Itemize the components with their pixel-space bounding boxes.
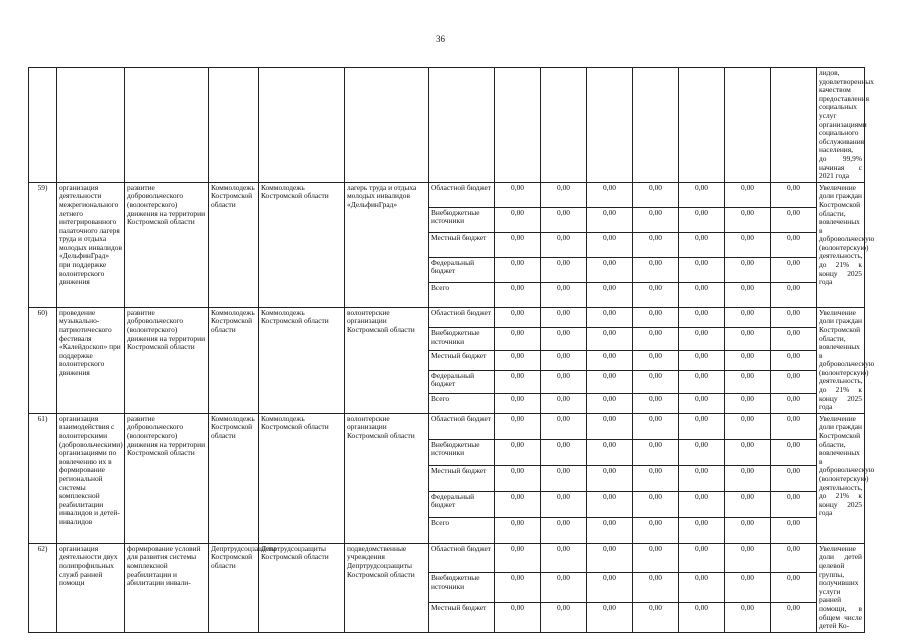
amount-cell: 0,00 bbox=[541, 393, 587, 413]
amount-cell: 0,00 bbox=[633, 350, 679, 370]
participants-cell: волонтерские организации Костромской области bbox=[345, 307, 429, 413]
amount-cell: 0,00 bbox=[725, 257, 771, 282]
amount-cell: 0,00 bbox=[633, 413, 679, 439]
funding-source-cell: Местный бюджет bbox=[429, 232, 495, 257]
amount-cell: 0,00 bbox=[541, 543, 587, 573]
amount-cell: 0,00 bbox=[587, 307, 633, 327]
funding-source-cell: Федеральный бюджет bbox=[429, 491, 495, 517]
amount-cell: 0,00 bbox=[587, 603, 633, 633]
amount-cell: 0,00 bbox=[679, 370, 725, 393]
amount-cell: 0,00 bbox=[541, 573, 587, 603]
amount-cell: 0,00 bbox=[725, 307, 771, 327]
amount-cell: 0,00 bbox=[587, 393, 633, 413]
participants-cell: волонтерские организации Костромской области bbox=[345, 413, 429, 543]
amount-cell: 0,00 bbox=[725, 232, 771, 257]
funding-source-cell: Всего bbox=[429, 393, 495, 413]
funding-source-cell: Областной бюджет bbox=[429, 182, 495, 207]
amount-cell: 0,00 bbox=[633, 573, 679, 603]
amount-cell: 0,00 bbox=[495, 573, 541, 603]
funding-source-cell: Областной бюджет bbox=[429, 307, 495, 327]
amount-cell: 0,00 bbox=[725, 413, 771, 439]
result-cell: Увеличение доли детей целевой группы, получивших услуги ранней помощи, в общем числе детей Ко- bbox=[817, 543, 865, 632]
participants-cell: лагерь труда и отдыха молодых инвалидов «ДельфинГрад» bbox=[345, 182, 429, 307]
amount-cell: 0,00 bbox=[679, 517, 725, 543]
amount-cell: 0,00 bbox=[587, 232, 633, 257]
task-cell: формирование условий для развития системы комплексной реабилитации и абилитации инвали- bbox=[125, 543, 209, 632]
amount-cell: 0,00 bbox=[633, 465, 679, 491]
amount-cell: 0,00 bbox=[679, 232, 725, 257]
executor-cell: Коммолодежь Костромской области bbox=[209, 182, 259, 307]
amount-cell: 0,00 bbox=[771, 543, 817, 573]
executor-cell: Коммолодежь Костромской области bbox=[209, 307, 259, 413]
amount-cell: 0,00 bbox=[495, 182, 541, 207]
amount-cell: 0,00 bbox=[725, 439, 771, 465]
amount-cell: 0,00 bbox=[587, 439, 633, 465]
amount-cell: 0,00 bbox=[587, 370, 633, 393]
amount-cell: 0,00 bbox=[633, 393, 679, 413]
funding-source-cell: Местный бюджет bbox=[429, 465, 495, 491]
amount-cell: 0,00 bbox=[771, 465, 817, 491]
event-cell: организация взаимодействия с волонтерскими (добровольческими) организациями по вовлечению их в формирование региональной системы комплексной реабилитации инвалидов и детей-инвалидов bbox=[57, 413, 125, 543]
amount-cell: 0,00 bbox=[679, 182, 725, 207]
amount-cell: 0,00 bbox=[495, 517, 541, 543]
amount-cell: 0,00 bbox=[495, 327, 541, 350]
amount-cell: 0,00 bbox=[587, 543, 633, 573]
amount-cell: 0,00 bbox=[679, 393, 725, 413]
amount-cell: 0,00 bbox=[495, 603, 541, 633]
amount-cell: 0,00 bbox=[633, 491, 679, 517]
amount-cell: 0,00 bbox=[679, 207, 725, 232]
amount-cell: 0,00 bbox=[679, 573, 725, 603]
amount-cell: 0,00 bbox=[587, 207, 633, 232]
amount-cell: 0,00 bbox=[633, 543, 679, 573]
amount-cell: 0,00 bbox=[495, 439, 541, 465]
amount-cell: 0,00 bbox=[633, 603, 679, 633]
amount-cell: 0,00 bbox=[633, 257, 679, 282]
event-cell: организация деятельности межрегионального летнего интегрированного палаточного лагеря труда и отдыха молодых инвалидов «ДельфинГрад» при поддержке волонтерского движения bbox=[57, 182, 125, 307]
amount-cell: 0,00 bbox=[679, 413, 725, 439]
amount-cell: 0,00 bbox=[633, 207, 679, 232]
executor-cell: Депртрудсоцзащиты Костромской области bbox=[209, 543, 259, 632]
amount-cell: 0,00 bbox=[587, 350, 633, 370]
amount-cell: 0,00 bbox=[495, 491, 541, 517]
table-row bbox=[29, 543, 865, 573]
amount-cell: 0,00 bbox=[495, 232, 541, 257]
amount-cell: 0,00 bbox=[587, 465, 633, 491]
amount-cell: 0,00 bbox=[725, 603, 771, 633]
funding-source-cell: Федеральный бюджет bbox=[429, 257, 495, 282]
amount-cell: 0,00 bbox=[633, 307, 679, 327]
table-row bbox=[29, 413, 865, 439]
amount-cell: 0,00 bbox=[725, 370, 771, 393]
responsible-cell: Коммолодежь Костромской области bbox=[259, 307, 345, 413]
amount-cell: 0,00 bbox=[495, 257, 541, 282]
amount-cell: 0,00 bbox=[541, 439, 587, 465]
table-row bbox=[29, 307, 865, 327]
amount-cell: 0,00 bbox=[679, 543, 725, 573]
amount-cell: 0,00 bbox=[541, 232, 587, 257]
amount-cell: 0,00 bbox=[771, 573, 817, 603]
amount-cell: 0,00 bbox=[771, 232, 817, 257]
amount-cell: 0,00 bbox=[679, 491, 725, 517]
amount-cell: 0,00 bbox=[633, 370, 679, 393]
amount-cell: 0,00 bbox=[633, 182, 679, 207]
amount-cell: 0,00 bbox=[725, 573, 771, 603]
amount-cell: 0,00 bbox=[725, 491, 771, 517]
result-cell: Увеличение доли граждан Костромской области, вовлеченных в добровольческую (волонтерскую) деятельность, до 21% к концу 2025 года bbox=[817, 182, 865, 307]
amount-cell: 0,00 bbox=[725, 393, 771, 413]
amount-cell: 0,00 bbox=[633, 517, 679, 543]
amount-cell: 0,00 bbox=[541, 465, 587, 491]
row-number-cell: 62) bbox=[29, 543, 57, 632]
amount-cell: 0,00 bbox=[771, 491, 817, 517]
amount-cell: 0,00 bbox=[725, 207, 771, 232]
amount-cell: 0,00 bbox=[679, 327, 725, 350]
amount-cell: 0,00 bbox=[541, 207, 587, 232]
funding-source-cell: Всего bbox=[429, 282, 495, 307]
amount-cell: 0,00 bbox=[495, 413, 541, 439]
amount-cell: 0,00 bbox=[679, 282, 725, 307]
amount-cell: 0,00 bbox=[679, 465, 725, 491]
event-cell: проведение музыкально-патриотического фестиваля «Калейдоскоп» при поддержке волонтерского движения bbox=[57, 307, 125, 413]
amount-cell: 0,00 bbox=[771, 207, 817, 232]
amount-cell: 0,00 bbox=[541, 491, 587, 517]
funding-source-cell: Внебюджетные источники bbox=[429, 573, 495, 603]
funding-source-cell: Внебюджетные источники bbox=[429, 439, 495, 465]
funding-source-cell: Местный бюджет bbox=[429, 350, 495, 370]
amount-cell: 0,00 bbox=[725, 327, 771, 350]
result-cell: Увеличение доли граждан Костромской области, вовлеченных в добровольческую (волонтерскую) деятельность, до 21% к концу 2025 года bbox=[817, 307, 865, 413]
amount-cell: 0,00 bbox=[679, 603, 725, 633]
amount-cell: 0,00 bbox=[587, 491, 633, 517]
result-cell: Увеличение доли граждан Костромской области, вовлеченных в добровольческую (волонтерскую) деятельность, до 21% к концу 2025 года bbox=[817, 413, 865, 543]
funding-source-cell: Внебюджетные источники bbox=[429, 327, 495, 350]
amount-cell: 0,00 bbox=[771, 517, 817, 543]
amount-cell: 0,00 bbox=[725, 465, 771, 491]
amount-cell: 0,00 bbox=[495, 350, 541, 370]
amount-cell: 0,00 bbox=[679, 257, 725, 282]
funding-source-cell: Областной бюджет bbox=[429, 413, 495, 439]
amount-cell: 0,00 bbox=[771, 370, 817, 393]
amount-cell: 0,00 bbox=[771, 182, 817, 207]
continuation-row bbox=[29, 68, 865, 183]
amount-cell: 0,00 bbox=[587, 327, 633, 350]
amount-cell: 0,00 bbox=[541, 282, 587, 307]
amount-cell: 0,00 bbox=[633, 232, 679, 257]
amount-cell: 0,00 bbox=[725, 350, 771, 370]
event-cell: организация деятельности двух полипрофильных служб ранней помощи bbox=[57, 543, 125, 632]
amount-cell: 0,00 bbox=[541, 182, 587, 207]
amount-cell: 0,00 bbox=[725, 543, 771, 573]
amount-cell: 0,00 bbox=[679, 439, 725, 465]
amount-cell: 0,00 bbox=[587, 182, 633, 207]
amount-cell: 0,00 bbox=[541, 413, 587, 439]
amount-cell: 0,00 bbox=[495, 393, 541, 413]
amount-cell: 0,00 bbox=[679, 307, 725, 327]
responsible-cell: Коммолодежь Костромской области bbox=[259, 182, 345, 307]
table-body bbox=[29, 68, 875, 633]
amount-cell: 0,00 bbox=[725, 182, 771, 207]
amount-cell: 0,00 bbox=[541, 307, 587, 327]
amount-cell: 0,00 bbox=[541, 327, 587, 350]
row-number-cell: 59) bbox=[29, 182, 57, 307]
funding-source-cell: Областной бюджет bbox=[429, 543, 495, 573]
funding-source-cell: Внебюджетные источники bbox=[429, 207, 495, 232]
amount-cell: 0,00 bbox=[541, 517, 587, 543]
amount-cell: 0,00 bbox=[541, 257, 587, 282]
task-cell: развитие добровольческого (волонтерского) движения на территории Костромской области bbox=[125, 182, 209, 307]
amount-cell: 0,00 bbox=[771, 439, 817, 465]
amount-cell: 0,00 bbox=[771, 603, 817, 633]
row-number-cell: 61) bbox=[29, 413, 57, 543]
amount-cell: 0,00 bbox=[771, 327, 817, 350]
amount-cell: 0,00 bbox=[541, 603, 587, 633]
responsible-cell: Депртрудсоцзащиты Костромской области bbox=[259, 543, 345, 632]
table-row bbox=[29, 182, 865, 207]
amount-cell: 0,00 bbox=[495, 370, 541, 393]
amount-cell: 0,00 bbox=[495, 207, 541, 232]
funding-source-cell: Всего bbox=[429, 517, 495, 543]
amount-cell: 0,00 bbox=[679, 350, 725, 370]
participants-cell: подведомственные учреждения Депртрудсоцзащиты Костромской области bbox=[345, 543, 429, 632]
task-cell: развитие добровольческого (волонтерского) движения на территории Костромской области bbox=[125, 307, 209, 413]
row-number-cell: 60) bbox=[29, 307, 57, 413]
continuation-result-cell: лидов, удовлетворенных качеством предоставления социальных услуг организациями социального обслуживания населения, до 99,9% начиная с 2021 года bbox=[817, 68, 865, 183]
funding-source-cell: Местный бюджет bbox=[429, 603, 495, 633]
amount-cell: 0,00 bbox=[587, 257, 633, 282]
amount-cell: 0,00 bbox=[725, 517, 771, 543]
amount-cell: 0,00 bbox=[771, 282, 817, 307]
amount-cell: 0,00 bbox=[633, 327, 679, 350]
amount-cell: 0,00 bbox=[541, 370, 587, 393]
amount-cell: 0,00 bbox=[587, 517, 633, 543]
responsible-cell: Коммолодежь Костромской области bbox=[259, 413, 345, 543]
amount-cell: 0,00 bbox=[771, 257, 817, 282]
amount-cell: 0,00 bbox=[495, 543, 541, 573]
amount-cell: 0,00 bbox=[495, 465, 541, 491]
amount-cell: 0,00 bbox=[541, 350, 587, 370]
amount-cell: 0,00 bbox=[771, 393, 817, 413]
amount-cell: 0,00 bbox=[771, 350, 817, 370]
amount-cell: 0,00 bbox=[495, 282, 541, 307]
executor-cell: Коммолодежь Костромской области bbox=[209, 413, 259, 543]
task-cell: развитие добровольческого (волонтерского) движения на территории Костромской области bbox=[125, 413, 209, 543]
amount-cell: 0,00 bbox=[587, 413, 633, 439]
amount-cell: 0,00 bbox=[495, 307, 541, 327]
amount-cell: 0,00 bbox=[633, 439, 679, 465]
amount-cell: 0,00 bbox=[633, 282, 679, 307]
amount-cell: 0,00 bbox=[587, 573, 633, 603]
page-number: 36 bbox=[436, 34, 445, 44]
amount-cell: 0,00 bbox=[771, 413, 817, 439]
program-table bbox=[28, 67, 875, 633]
funding-source-cell: Федеральный бюджет bbox=[429, 370, 495, 393]
amount-cell: 0,00 bbox=[725, 282, 771, 307]
amount-cell: 0,00 bbox=[771, 307, 817, 327]
amount-cell: 0,00 bbox=[587, 282, 633, 307]
